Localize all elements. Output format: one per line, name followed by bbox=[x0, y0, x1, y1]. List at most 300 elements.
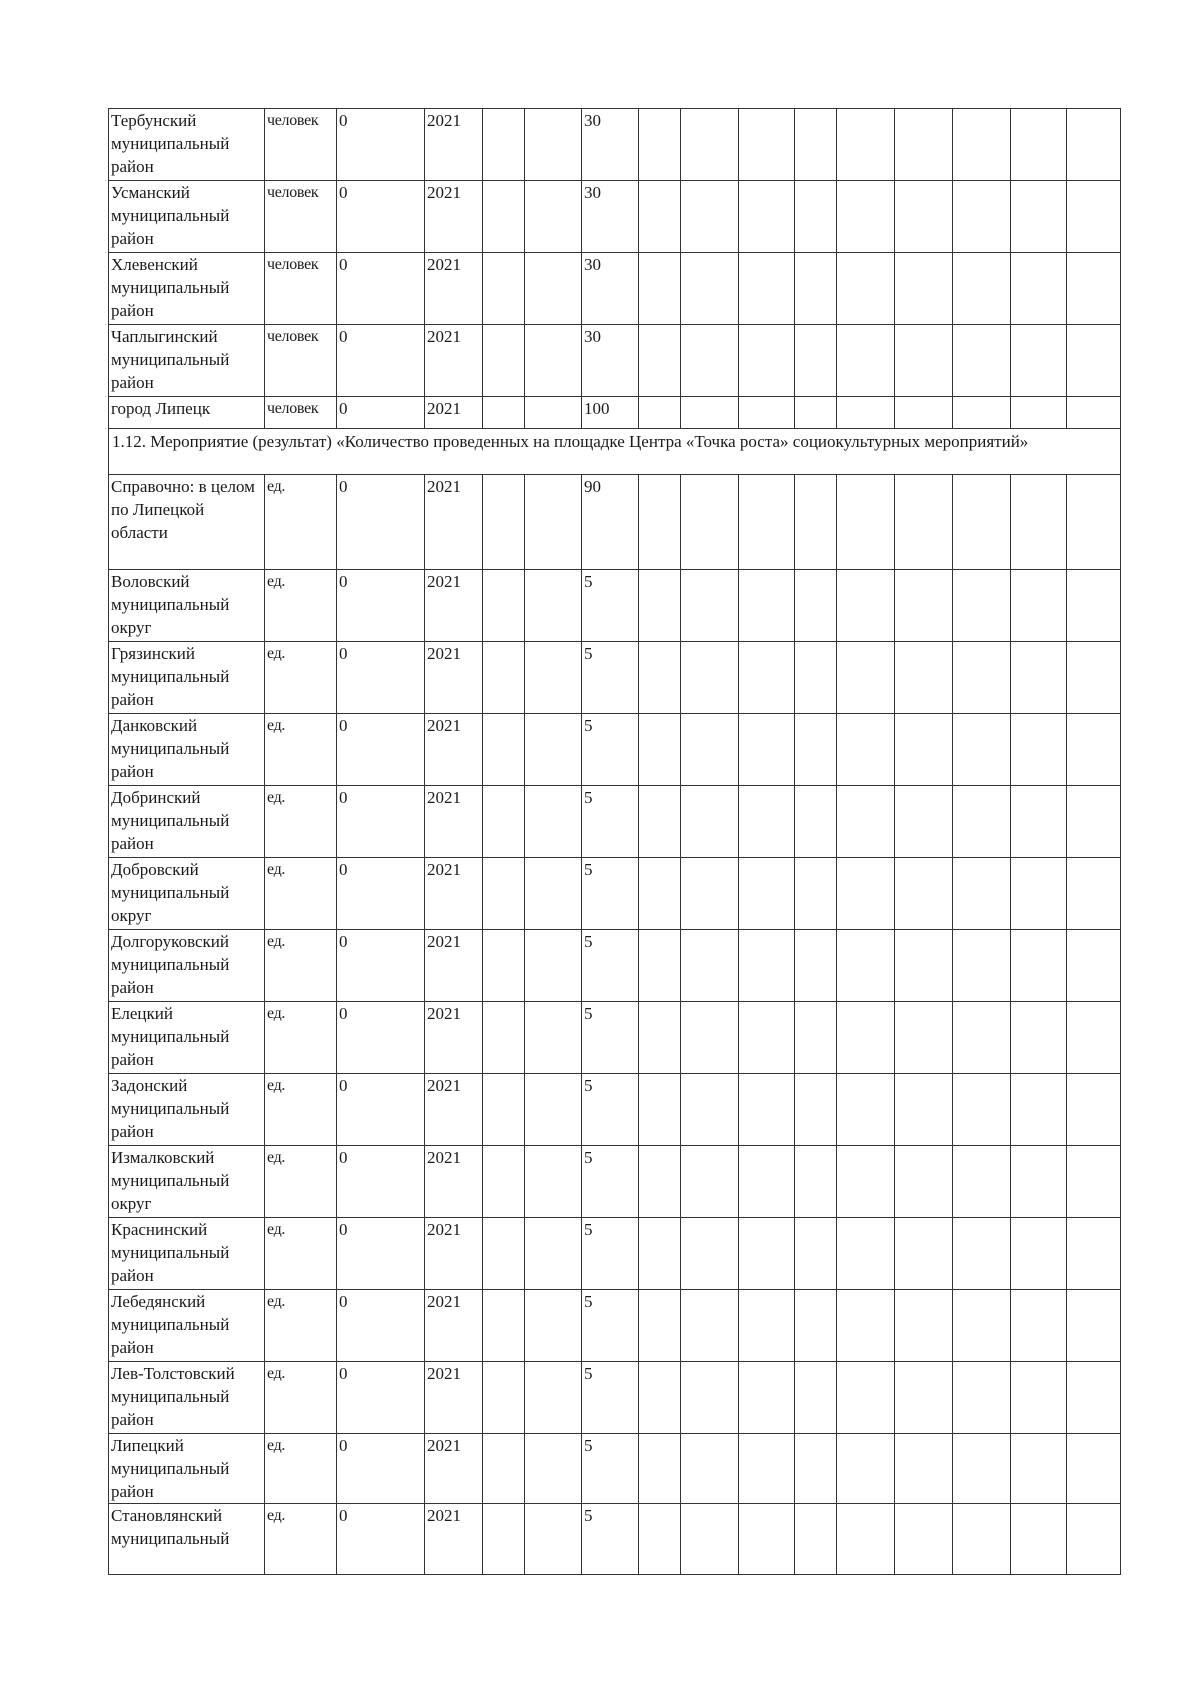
empty-cell bbox=[639, 181, 681, 253]
empty-cell bbox=[1011, 475, 1067, 570]
target-value-cell: 5 bbox=[582, 930, 639, 1002]
empty-cell bbox=[483, 1504, 525, 1575]
empty-cell bbox=[795, 1504, 837, 1575]
table-row bbox=[109, 1002, 1121, 1074]
table-row bbox=[109, 1146, 1121, 1218]
empty-cell bbox=[525, 1002, 582, 1074]
empty-cell bbox=[837, 325, 895, 397]
empty-cell bbox=[681, 1434, 739, 1504]
section-heading: 1.12. Мероприятие (результат) «Количество проведенных на площадке Центра «Точка роста» социокультурных мероприятий» bbox=[109, 429, 1121, 475]
empty-cell bbox=[953, 642, 1011, 714]
empty-cell bbox=[681, 1504, 739, 1575]
empty-cell bbox=[795, 714, 837, 786]
empty-cell bbox=[739, 930, 795, 1002]
table-row bbox=[109, 1290, 1121, 1362]
empty-cell bbox=[1067, 786, 1121, 858]
table-row bbox=[109, 1074, 1121, 1146]
empty-cell bbox=[483, 181, 525, 253]
empty-cell bbox=[795, 1002, 837, 1074]
empty-cell bbox=[1067, 1362, 1121, 1434]
base-value-cell: 0 bbox=[337, 1504, 425, 1575]
empty-cell bbox=[1067, 1074, 1121, 1146]
empty-cell bbox=[895, 253, 953, 325]
empty-cell bbox=[895, 475, 953, 570]
empty-cell bbox=[795, 1434, 837, 1504]
empty-cell bbox=[1011, 1074, 1067, 1146]
empty-cell bbox=[837, 786, 895, 858]
empty-cell bbox=[1067, 858, 1121, 930]
empty-cell bbox=[525, 714, 582, 786]
unit-cell: человек bbox=[265, 397, 337, 429]
table-row bbox=[109, 786, 1121, 858]
empty-cell bbox=[739, 1504, 795, 1575]
unit-cell: ед. bbox=[265, 1074, 337, 1146]
table-row bbox=[109, 1218, 1121, 1290]
region-name-cell: Чаплыгинский муниципальный район bbox=[109, 325, 265, 397]
empty-cell bbox=[837, 858, 895, 930]
base-year-cell: 2021 bbox=[425, 714, 483, 786]
empty-cell bbox=[837, 181, 895, 253]
empty-cell bbox=[953, 930, 1011, 1002]
unit-cell: ед. bbox=[265, 930, 337, 1002]
empty-cell bbox=[483, 397, 525, 429]
empty-cell bbox=[1067, 1290, 1121, 1362]
empty-cell bbox=[795, 786, 837, 858]
empty-cell bbox=[837, 1362, 895, 1434]
base-value-cell: 0 bbox=[337, 253, 425, 325]
empty-cell bbox=[837, 1146, 895, 1218]
table-row bbox=[109, 1504, 1121, 1575]
empty-cell bbox=[1011, 1434, 1067, 1504]
region-name-cell: Справочно: в целом по Липецкой области bbox=[109, 475, 265, 570]
empty-cell bbox=[795, 1074, 837, 1146]
target-value-cell: 5 bbox=[582, 1362, 639, 1434]
empty-cell bbox=[1011, 858, 1067, 930]
empty-cell bbox=[525, 1146, 582, 1218]
table-row bbox=[109, 109, 1121, 181]
unit-cell: человек bbox=[265, 181, 337, 253]
empty-cell bbox=[953, 858, 1011, 930]
empty-cell bbox=[1067, 109, 1121, 181]
empty-cell bbox=[1067, 397, 1121, 429]
empty-cell bbox=[895, 109, 953, 181]
empty-cell bbox=[1011, 714, 1067, 786]
base-value-cell: 0 bbox=[337, 786, 425, 858]
table-row bbox=[109, 570, 1121, 642]
base-value-cell: 0 bbox=[337, 930, 425, 1002]
empty-cell bbox=[639, 1146, 681, 1218]
target-value-cell: 5 bbox=[582, 1002, 639, 1074]
empty-cell bbox=[795, 1362, 837, 1434]
empty-cell bbox=[525, 930, 582, 1002]
target-value-cell: 30 bbox=[582, 109, 639, 181]
empty-cell bbox=[483, 109, 525, 181]
empty-cell bbox=[639, 930, 681, 1002]
empty-cell bbox=[525, 325, 582, 397]
empty-cell bbox=[681, 642, 739, 714]
empty-cell bbox=[953, 570, 1011, 642]
empty-cell bbox=[739, 1218, 795, 1290]
empty-cell bbox=[525, 1362, 582, 1434]
empty-cell bbox=[639, 1218, 681, 1290]
empty-cell bbox=[483, 642, 525, 714]
empty-cell bbox=[837, 1290, 895, 1362]
empty-cell bbox=[525, 181, 582, 253]
empty-cell bbox=[739, 786, 795, 858]
empty-cell bbox=[895, 1218, 953, 1290]
empty-cell bbox=[795, 1146, 837, 1218]
table-row bbox=[109, 181, 1121, 253]
empty-cell bbox=[483, 786, 525, 858]
empty-cell bbox=[953, 253, 1011, 325]
empty-cell bbox=[681, 253, 739, 325]
empty-cell bbox=[739, 1002, 795, 1074]
empty-cell bbox=[681, 397, 739, 429]
empty-cell bbox=[895, 181, 953, 253]
empty-cell bbox=[953, 181, 1011, 253]
target-value-cell: 5 bbox=[582, 1434, 639, 1504]
empty-cell bbox=[681, 181, 739, 253]
empty-cell bbox=[895, 325, 953, 397]
base-value-cell: 0 bbox=[337, 1218, 425, 1290]
target-value-cell: 5 bbox=[582, 786, 639, 858]
base-year-cell: 2021 bbox=[425, 642, 483, 714]
target-value-cell: 30 bbox=[582, 253, 639, 325]
empty-cell bbox=[1067, 714, 1121, 786]
base-year-cell: 2021 bbox=[425, 1074, 483, 1146]
empty-cell bbox=[1067, 1218, 1121, 1290]
empty-cell bbox=[639, 109, 681, 181]
empty-cell bbox=[895, 1074, 953, 1146]
unit-cell: ед. bbox=[265, 1146, 337, 1218]
table-row bbox=[109, 1434, 1121, 1504]
empty-cell bbox=[895, 1002, 953, 1074]
empty-cell bbox=[1067, 325, 1121, 397]
empty-cell bbox=[639, 325, 681, 397]
target-value-cell: 100 bbox=[582, 397, 639, 429]
empty-cell bbox=[639, 1504, 681, 1575]
empty-cell bbox=[739, 325, 795, 397]
empty-cell bbox=[895, 1146, 953, 1218]
empty-cell bbox=[837, 930, 895, 1002]
base-value-cell: 0 bbox=[337, 475, 425, 570]
base-year-cell: 2021 bbox=[425, 858, 483, 930]
empty-cell bbox=[1067, 570, 1121, 642]
empty-cell bbox=[739, 1146, 795, 1218]
empty-cell bbox=[1067, 1434, 1121, 1504]
base-value-cell: 0 bbox=[337, 109, 425, 181]
empty-cell bbox=[525, 1434, 582, 1504]
base-value-cell: 0 bbox=[337, 1434, 425, 1504]
unit-cell: ед. bbox=[265, 1504, 337, 1575]
empty-cell bbox=[1067, 475, 1121, 570]
empty-cell bbox=[1011, 325, 1067, 397]
empty-cell bbox=[795, 397, 837, 429]
empty-cell bbox=[837, 642, 895, 714]
region-name-cell: Данковский муниципальный район bbox=[109, 714, 265, 786]
base-value-cell: 0 bbox=[337, 858, 425, 930]
empty-cell bbox=[795, 325, 837, 397]
empty-cell bbox=[639, 786, 681, 858]
empty-cell bbox=[739, 109, 795, 181]
region-name-cell: Лебедянский муниципальный район bbox=[109, 1290, 265, 1362]
empty-cell bbox=[639, 642, 681, 714]
unit-cell: ед. bbox=[265, 714, 337, 786]
empty-cell bbox=[739, 570, 795, 642]
empty-cell bbox=[1067, 930, 1121, 1002]
empty-cell bbox=[681, 858, 739, 930]
empty-cell bbox=[895, 714, 953, 786]
empty-cell bbox=[639, 1002, 681, 1074]
empty-cell bbox=[681, 109, 739, 181]
empty-cell bbox=[953, 1002, 1011, 1074]
empty-cell bbox=[739, 1074, 795, 1146]
empty-cell bbox=[1011, 181, 1067, 253]
empty-cell bbox=[483, 714, 525, 786]
empty-cell bbox=[739, 475, 795, 570]
table-row bbox=[109, 397, 1121, 429]
empty-cell bbox=[483, 1146, 525, 1218]
empty-cell bbox=[639, 253, 681, 325]
table-row bbox=[109, 930, 1121, 1002]
section-heading-row bbox=[109, 429, 1121, 475]
region-name-cell: Липецкий муниципальный район bbox=[109, 1434, 265, 1504]
empty-cell bbox=[681, 475, 739, 570]
empty-cell bbox=[739, 642, 795, 714]
base-value-cell: 0 bbox=[337, 642, 425, 714]
empty-cell bbox=[795, 253, 837, 325]
base-year-cell: 2021 bbox=[425, 109, 483, 181]
empty-cell bbox=[1067, 1146, 1121, 1218]
base-value-cell: 0 bbox=[337, 397, 425, 429]
unit-cell: человек bbox=[265, 253, 337, 325]
base-year-cell: 2021 bbox=[425, 181, 483, 253]
empty-cell bbox=[953, 397, 1011, 429]
empty-cell bbox=[895, 1362, 953, 1434]
empty-cell bbox=[1067, 181, 1121, 253]
empty-cell bbox=[953, 1504, 1011, 1575]
region-name-cell: Усманский муниципальный район bbox=[109, 181, 265, 253]
empty-cell bbox=[837, 109, 895, 181]
region-name-cell: Елецкий муниципальный район bbox=[109, 1002, 265, 1074]
empty-cell bbox=[483, 253, 525, 325]
unit-cell: ед. bbox=[265, 570, 337, 642]
target-value-cell: 5 bbox=[582, 714, 639, 786]
empty-cell bbox=[639, 1290, 681, 1362]
empty-cell bbox=[795, 109, 837, 181]
unit-cell: ед. bbox=[265, 1362, 337, 1434]
empty-cell bbox=[525, 1504, 582, 1575]
empty-cell bbox=[483, 475, 525, 570]
target-value-cell: 5 bbox=[582, 570, 639, 642]
region-name-cell: Воловский муниципальный округ bbox=[109, 570, 265, 642]
empty-cell bbox=[837, 1504, 895, 1575]
unit-cell: ед. bbox=[265, 786, 337, 858]
base-year-cell: 2021 bbox=[425, 1434, 483, 1504]
base-value-cell: 0 bbox=[337, 570, 425, 642]
target-value-cell: 5 bbox=[582, 1290, 639, 1362]
empty-cell bbox=[1067, 253, 1121, 325]
empty-cell bbox=[525, 786, 582, 858]
table-row bbox=[109, 253, 1121, 325]
empty-cell bbox=[483, 930, 525, 1002]
region-name-cell: Добринский муниципальный район bbox=[109, 786, 265, 858]
empty-cell bbox=[837, 397, 895, 429]
empty-cell bbox=[953, 475, 1011, 570]
empty-cell bbox=[837, 253, 895, 325]
empty-cell bbox=[795, 570, 837, 642]
target-value-cell: 30 bbox=[582, 181, 639, 253]
empty-cell bbox=[1011, 642, 1067, 714]
empty-cell bbox=[837, 1434, 895, 1504]
base-year-cell: 2021 bbox=[425, 1002, 483, 1074]
empty-cell bbox=[483, 1218, 525, 1290]
empty-cell bbox=[895, 930, 953, 1002]
empty-cell bbox=[483, 325, 525, 397]
base-value-cell: 0 bbox=[337, 1074, 425, 1146]
empty-cell bbox=[681, 1074, 739, 1146]
empty-cell bbox=[895, 570, 953, 642]
empty-cell bbox=[483, 1074, 525, 1146]
empty-cell bbox=[1011, 1290, 1067, 1362]
empty-cell bbox=[483, 858, 525, 930]
empty-cell bbox=[837, 1218, 895, 1290]
region-name-cell: Становлянский муниципальный bbox=[109, 1504, 265, 1575]
empty-cell bbox=[681, 1218, 739, 1290]
empty-cell bbox=[525, 570, 582, 642]
base-year-cell: 2021 bbox=[425, 1362, 483, 1434]
empty-cell bbox=[953, 109, 1011, 181]
empty-cell bbox=[837, 570, 895, 642]
empty-cell bbox=[795, 858, 837, 930]
empty-cell bbox=[681, 325, 739, 397]
region-name-cell: Хлевенский муниципальный район bbox=[109, 253, 265, 325]
base-year-cell: 2021 bbox=[425, 930, 483, 1002]
region-name-cell: Измалковский муниципальный округ bbox=[109, 1146, 265, 1218]
base-value-cell: 0 bbox=[337, 325, 425, 397]
empty-cell bbox=[739, 181, 795, 253]
empty-cell bbox=[739, 253, 795, 325]
table-row bbox=[109, 642, 1121, 714]
unit-cell: человек bbox=[265, 109, 337, 181]
target-value-cell: 5 bbox=[582, 1074, 639, 1146]
table-row bbox=[109, 858, 1121, 930]
empty-cell bbox=[525, 858, 582, 930]
base-year-cell: 2021 bbox=[425, 786, 483, 858]
empty-cell bbox=[525, 642, 582, 714]
base-year-cell: 2021 bbox=[425, 1218, 483, 1290]
empty-cell bbox=[953, 1074, 1011, 1146]
empty-cell bbox=[739, 1362, 795, 1434]
empty-cell bbox=[895, 1504, 953, 1575]
empty-cell bbox=[837, 1002, 895, 1074]
empty-cell bbox=[953, 1362, 1011, 1434]
empty-cell bbox=[739, 1434, 795, 1504]
empty-cell bbox=[639, 475, 681, 570]
region-name-cell: город Липецк bbox=[109, 397, 265, 429]
base-year-cell: 2021 bbox=[425, 475, 483, 570]
base-year-cell: 2021 bbox=[425, 1504, 483, 1575]
target-value-cell: 5 bbox=[582, 1504, 639, 1575]
empty-cell bbox=[795, 181, 837, 253]
unit-cell: ед. bbox=[265, 642, 337, 714]
region-name-cell: Добровский муниципальный округ bbox=[109, 858, 265, 930]
empty-cell bbox=[483, 1362, 525, 1434]
target-value-cell: 5 bbox=[582, 858, 639, 930]
empty-cell bbox=[953, 325, 1011, 397]
empty-cell bbox=[895, 858, 953, 930]
empty-cell bbox=[1011, 570, 1067, 642]
target-value-cell: 30 bbox=[582, 325, 639, 397]
empty-cell bbox=[483, 1002, 525, 1074]
target-value-cell: 5 bbox=[582, 642, 639, 714]
empty-cell bbox=[1011, 1504, 1067, 1575]
target-value-cell: 5 bbox=[582, 1146, 639, 1218]
unit-cell: ед. bbox=[265, 1002, 337, 1074]
empty-cell bbox=[1011, 1218, 1067, 1290]
empty-cell bbox=[837, 475, 895, 570]
empty-cell bbox=[525, 475, 582, 570]
empty-cell bbox=[1011, 1362, 1067, 1434]
empty-cell bbox=[1067, 1504, 1121, 1575]
empty-cell bbox=[895, 786, 953, 858]
empty-cell bbox=[525, 109, 582, 181]
base-year-cell: 2021 bbox=[425, 253, 483, 325]
empty-cell bbox=[1011, 253, 1067, 325]
empty-cell bbox=[953, 786, 1011, 858]
base-value-cell: 0 bbox=[337, 1002, 425, 1074]
region-name-cell: Краснинский муниципальный район bbox=[109, 1218, 265, 1290]
region-name-cell: Задонский муниципальный район bbox=[109, 1074, 265, 1146]
region-name-cell: Долгоруковский муниципальный район bbox=[109, 930, 265, 1002]
empty-cell bbox=[639, 570, 681, 642]
table-row bbox=[109, 1362, 1121, 1434]
empty-cell bbox=[525, 253, 582, 325]
empty-cell bbox=[953, 1434, 1011, 1504]
empty-cell bbox=[739, 1290, 795, 1362]
empty-cell bbox=[1011, 1146, 1067, 1218]
unit-cell: ед. bbox=[265, 1290, 337, 1362]
region-name-cell: Грязинский муниципальный район bbox=[109, 642, 265, 714]
empty-cell bbox=[739, 397, 795, 429]
empty-cell bbox=[639, 1434, 681, 1504]
empty-cell bbox=[639, 397, 681, 429]
base-value-cell: 0 bbox=[337, 1362, 425, 1434]
table-row bbox=[109, 475, 1121, 570]
indicator-table bbox=[108, 108, 1121, 1575]
region-name-cell: Тербунский муниципальный район bbox=[109, 109, 265, 181]
empty-cell bbox=[639, 858, 681, 930]
base-value-cell: 0 bbox=[337, 1290, 425, 1362]
empty-cell bbox=[739, 714, 795, 786]
empty-cell bbox=[953, 1146, 1011, 1218]
empty-cell bbox=[895, 1290, 953, 1362]
base-value-cell: 0 bbox=[337, 714, 425, 786]
empty-cell bbox=[739, 858, 795, 930]
empty-cell bbox=[1011, 1002, 1067, 1074]
empty-cell bbox=[795, 642, 837, 714]
empty-cell bbox=[1011, 397, 1067, 429]
base-value-cell: 0 bbox=[337, 1146, 425, 1218]
unit-cell: человек bbox=[265, 325, 337, 397]
empty-cell bbox=[1011, 109, 1067, 181]
base-year-cell: 2021 bbox=[425, 397, 483, 429]
unit-cell: ед. bbox=[265, 1218, 337, 1290]
empty-cell bbox=[681, 930, 739, 1002]
empty-cell bbox=[1011, 786, 1067, 858]
base-year-cell: 2021 bbox=[425, 1146, 483, 1218]
empty-cell bbox=[639, 1074, 681, 1146]
